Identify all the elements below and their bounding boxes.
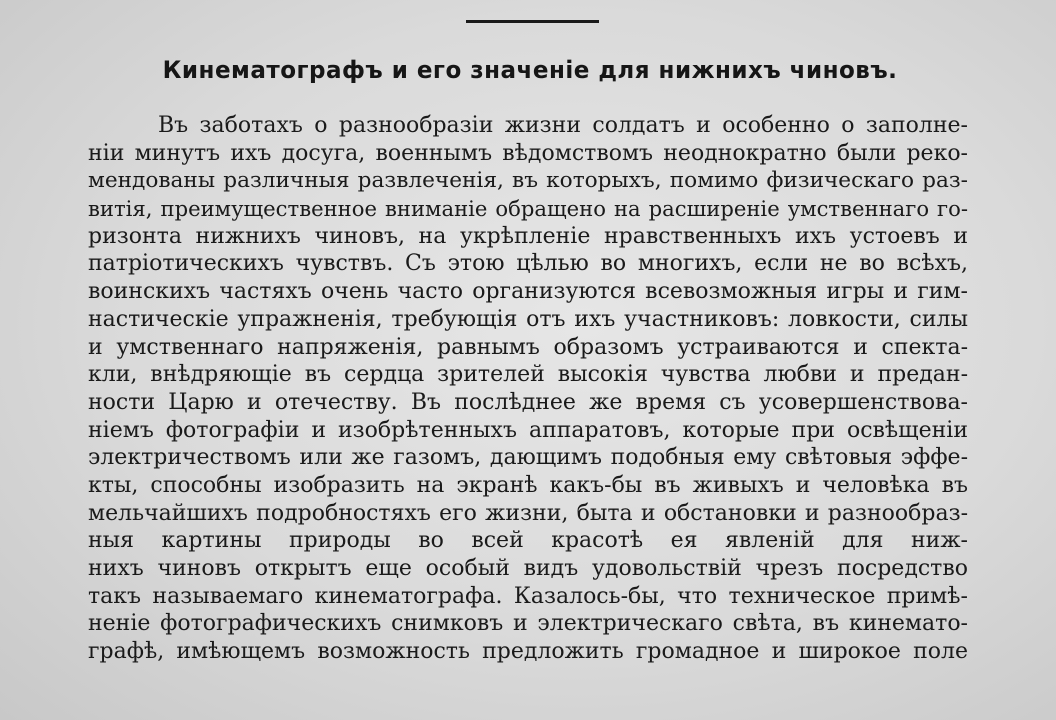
body-line: мендованы различныя развлеченія, въ которыхъ, помимо физическаго раз-	[88, 168, 968, 194]
body-line: воинскихъ частяхъ очень часто организуются всевозможныя игры и гим-	[88, 279, 968, 305]
body-line: Въ заботахъ о разнообразіи жизни солдатъ и особенно о заполне-	[158, 113, 968, 138]
body-line: нихъ чиновъ открытъ еще особый видъ удовольствій чрезъ посредство	[88, 556, 968, 581]
body-line: мельчайшихъ подробностяхъ его жизни, быта и обстановки и разнообраз-	[88, 500, 968, 526]
body-line: и умственнаго напряженія, равнымъ образомъ устраиваются и спекта-	[88, 334, 968, 360]
article-title: Кинематографъ и его значеніе для нижнихъ чиновъ.	[162, 56, 898, 84]
body-line: патріотическихъ чувствъ. Съ этою цѣлью во многихъ, если не во всѣхъ,	[88, 251, 968, 277]
body-line: ности Царю и отечеству. Въ послѣднее же время съ усовершенствова-	[88, 389, 968, 415]
body-line: такъ называемаго кинематографа. Казалось-бы, что техническое примѣ-	[88, 583, 968, 609]
body-line: витія, преимущественное вниманіе обращено на расширеніе умственнаго го-	[88, 196, 968, 222]
body-line: кты, способны изобразить на экранѣ какъ-бы въ живыхъ и человѣка въ	[88, 472, 968, 498]
body-line: ніи минутъ ихъ досуга, военнымъ вѣдомствомъ неоднократно были реко-	[88, 140, 968, 166]
body-line: графѣ, имѣющемъ возможность предложить громадное и широкое поле	[88, 639, 968, 665]
body-line: ніемъ фотографіи и изобрѣтенныхъ аппаратовъ, которые при освѣщеніи	[88, 417, 968, 443]
body-line: электричествомъ или же газомъ, дающимъ подобныя ему свѣтовыя эффе-	[88, 445, 968, 471]
article-body	[88, 112, 968, 666]
body-line: ныя картины природы во всей красотѣ ея явленій для ниж-	[88, 528, 968, 554]
body-line: ризонта нижнихъ чиновъ, на укрѣпленіе нравственныхъ ихъ устоевъ и	[88, 223, 968, 249]
body-line: настическіе упражненія, требующія отъ ихъ участниковъ: ловкости, силы	[88, 306, 968, 332]
body-line: неніе фотографическихъ снимковъ и электрическаго свѣта, въ кинемато-	[88, 611, 968, 637]
header-rule	[466, 20, 599, 23]
body-line: кли, внѣдряющіе въ сердца зрителей высокія чувства любви и предан-	[88, 362, 968, 388]
